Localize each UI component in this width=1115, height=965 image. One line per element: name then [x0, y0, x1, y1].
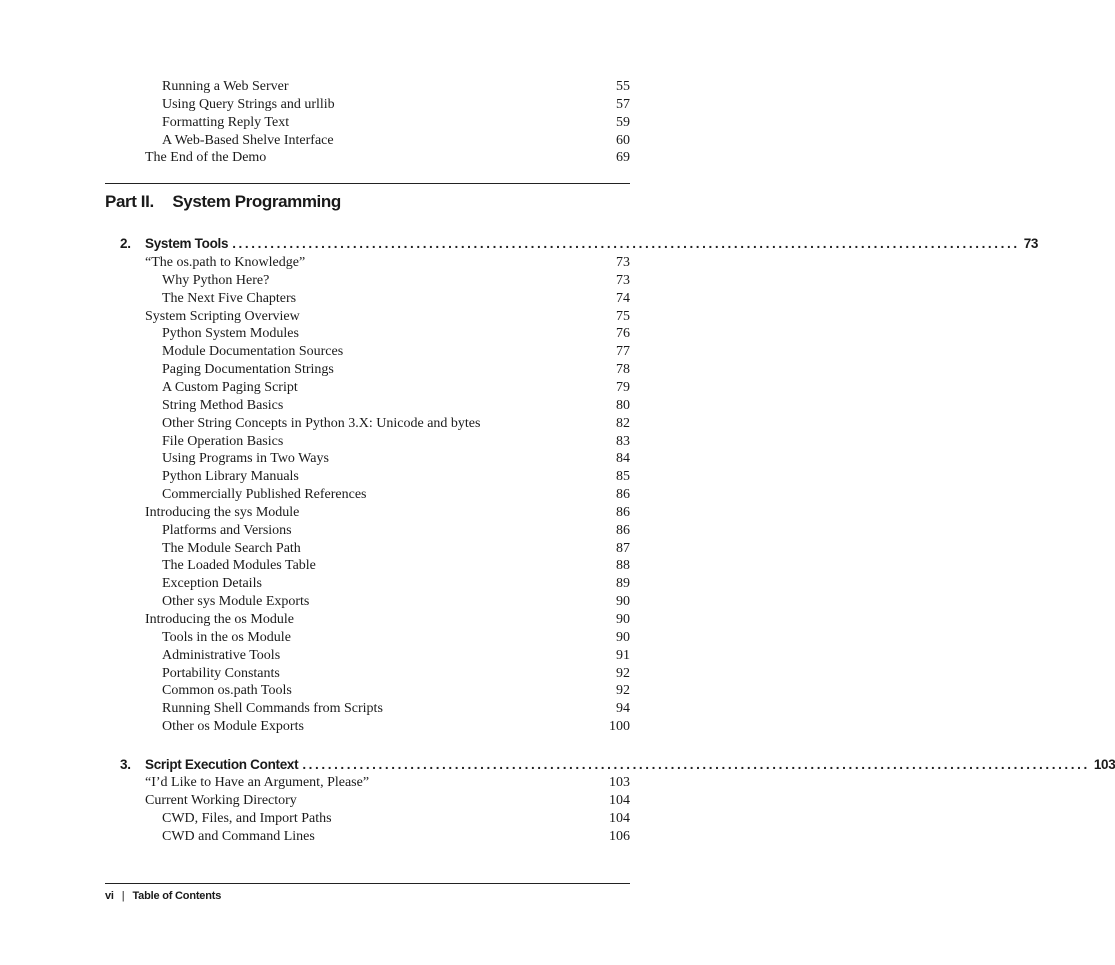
part-title: System Programming — [172, 192, 341, 211]
toc-entry[interactable] — [162, 415, 630, 433]
entry-title: CWD and Command Lines — [162, 828, 315, 844]
entry-title: Paging Documentation Strings — [162, 362, 334, 378]
toc-entry[interactable] — [162, 540, 630, 558]
entry-title: Other sys Module Exports — [162, 594, 310, 610]
toc-entry[interactable] — [162, 397, 630, 415]
entry-page: 103 — [609, 775, 630, 790]
toc-entry[interactable] — [162, 575, 630, 593]
entry-page: 90 — [616, 629, 630, 645]
entry-title: Exception Details — [162, 576, 262, 592]
toc-entry[interactable] — [162, 450, 630, 468]
entry-title: Other os Module Exports — [162, 719, 304, 735]
entry-title: Platforms and Versions — [162, 522, 292, 538]
entry-title: Using Query Strings and urllib — [162, 97, 335, 112]
leader-dots: ............................................................................................................................ — [302, 757, 1090, 772]
chapter-heading[interactable] — [120, 234, 1039, 254]
entry-page: 80 — [616, 397, 630, 413]
toc-entry[interactable] — [145, 308, 630, 326]
entry-title: The Module Search Path — [162, 540, 301, 556]
footer-separator: | — [121, 890, 125, 902]
toc-entry[interactable] — [162, 379, 630, 397]
toc-entry[interactable] — [162, 486, 630, 504]
entry-title: A Custom Paging Script — [162, 379, 298, 395]
entry-title: A Web-Based Shelve Interface — [162, 133, 334, 148]
entry-page: 92 — [616, 683, 630, 699]
toc-entry[interactable] — [162, 114, 630, 132]
entry-title: CWD, Files, and Import Paths — [162, 810, 332, 826]
entry-page: 86 — [616, 504, 630, 520]
chapter-page: 103 — [1093, 757, 1115, 772]
entry-page: 104 — [609, 792, 630, 808]
part-heading[interactable] — [105, 190, 341, 214]
entry-title: Portability Constants — [162, 665, 280, 681]
entry-title: Other String Concepts in Python 3.X: Unicode and bytes — [162, 415, 481, 431]
entry-page: 100 — [609, 719, 630, 735]
toc-entry[interactable] — [162, 468, 630, 486]
entry-page: 79 — [616, 379, 630, 395]
entry-title: Running a Web Server — [162, 79, 289, 94]
entry-page: 82 — [616, 415, 630, 431]
entry-title: Formatting Reply Text — [162, 115, 290, 130]
entry-page: 75 — [616, 308, 630, 324]
toc-entry[interactable] — [162, 132, 630, 150]
entry-title: Python System Modules — [162, 326, 299, 342]
entry-page: 55 — [616, 79, 630, 94]
toc-entry[interactable] — [162, 522, 630, 540]
entry-page: 60 — [616, 133, 630, 148]
toc-entry[interactable] — [162, 718, 630, 736]
toc-entry[interactable] — [162, 290, 630, 308]
toc-entry[interactable] — [162, 700, 630, 718]
toc-entry[interactable] — [162, 343, 630, 361]
page-footer — [105, 888, 221, 904]
entry-page: 91 — [616, 647, 630, 663]
entry-page: 83 — [616, 433, 630, 449]
entry-title: The Next Five Chapters — [162, 290, 297, 306]
toc-entry[interactable] — [145, 254, 630, 272]
toc-entry[interactable] — [162, 682, 630, 700]
chapter-title: System Tools — [145, 236, 229, 251]
entry-title: The End of the Demo — [145, 150, 267, 165]
toc-entry[interactable] — [145, 792, 630, 810]
entry-title: Running Shell Commands from Scripts — [162, 701, 383, 717]
toc-entry[interactable] — [162, 96, 630, 114]
toc-entry[interactable] — [145, 504, 630, 522]
entry-page: 87 — [616, 540, 630, 556]
entry-title: “I’d Like to Have an Argument, Please” — [145, 775, 370, 790]
chapter-number: 2. — [120, 236, 131, 251]
toc-entry[interactable] — [162, 433, 630, 451]
entry-page: 88 — [616, 558, 630, 574]
footer-page-number: vi — [105, 890, 114, 902]
entry-title: String Method Basics — [162, 397, 284, 413]
toc-entry[interactable] — [162, 647, 630, 665]
entry-title: Tools in the os Module — [162, 629, 291, 645]
chapter-page: 73 — [1023, 236, 1039, 251]
entry-page: 106 — [609, 828, 630, 844]
part-label: Part II. — [105, 192, 154, 211]
entry-page: 86 — [616, 487, 630, 503]
toc-entry[interactable] — [145, 774, 630, 792]
entry-title: Introducing the sys Module — [145, 504, 300, 520]
entry-page: 78 — [616, 362, 630, 378]
entry-page: 90 — [616, 594, 630, 610]
part-divider-rule — [105, 183, 630, 184]
chapter-heading[interactable] — [120, 755, 1115, 775]
chapter-number: 3. — [120, 757, 131, 772]
entry-page: 84 — [616, 451, 630, 467]
entry-title: File Operation Basics — [162, 433, 284, 449]
entry-title: “The os.path to Knowledge” — [145, 255, 306, 270]
toc-entry[interactable] — [162, 557, 630, 575]
chapter-title: Script Execution Context — [145, 757, 299, 772]
entry-page: 86 — [616, 522, 630, 538]
footer-section: Table of Contents — [132, 890, 222, 902]
toc-entry[interactable] — [162, 629, 630, 647]
footer-rule — [105, 883, 630, 884]
entry-page: 104 — [609, 810, 630, 826]
toc-entry[interactable] — [145, 149, 630, 167]
entry-page: 69 — [616, 150, 630, 165]
entry-page: 77 — [616, 344, 630, 360]
toc-entry[interactable] — [162, 665, 630, 683]
entry-page: 57 — [616, 97, 630, 112]
entry-page: 85 — [616, 469, 630, 485]
entry-page: 94 — [616, 701, 630, 717]
entry-title: Why Python Here? — [162, 272, 270, 288]
entry-title: System Scripting Overview — [145, 308, 300, 324]
entry-title: Current Working Directory — [145, 792, 297, 808]
entry-page: 74 — [616, 290, 630, 306]
toc-entry[interactable] — [145, 611, 630, 629]
entry-page: 89 — [616, 576, 630, 592]
toc-entry[interactable] — [162, 78, 630, 96]
entry-title: Python Library Manuals — [162, 469, 299, 485]
entry-title: Administrative Tools — [162, 647, 281, 663]
entry-page: 92 — [616, 665, 630, 681]
toc-entry[interactable] — [162, 593, 630, 611]
entry-title: Common os.path Tools — [162, 683, 292, 699]
entry-title: The Loaded Modules Table — [162, 558, 316, 574]
entry-page: 73 — [616, 255, 630, 270]
entry-page: 73 — [616, 272, 630, 288]
toc-entry[interactable] — [162, 361, 630, 379]
entry-title: Module Documentation Sources — [162, 344, 344, 360]
entry-title: Using Programs in Two Ways — [162, 451, 329, 467]
entry-title: Introducing the os Module — [145, 612, 294, 627]
toc-entry[interactable] — [162, 272, 630, 290]
entry-page: 76 — [616, 326, 630, 342]
toc-entry[interactable] — [162, 325, 630, 343]
toc-entry[interactable] — [162, 828, 630, 846]
toc-entry[interactable] — [162, 810, 630, 828]
entry-page: 59 — [616, 115, 630, 130]
entry-page: 90 — [616, 612, 630, 627]
entry-title: Commercially Published References — [162, 487, 367, 503]
leader-dots: ............................................................................................................................ — [232, 236, 1020, 251]
